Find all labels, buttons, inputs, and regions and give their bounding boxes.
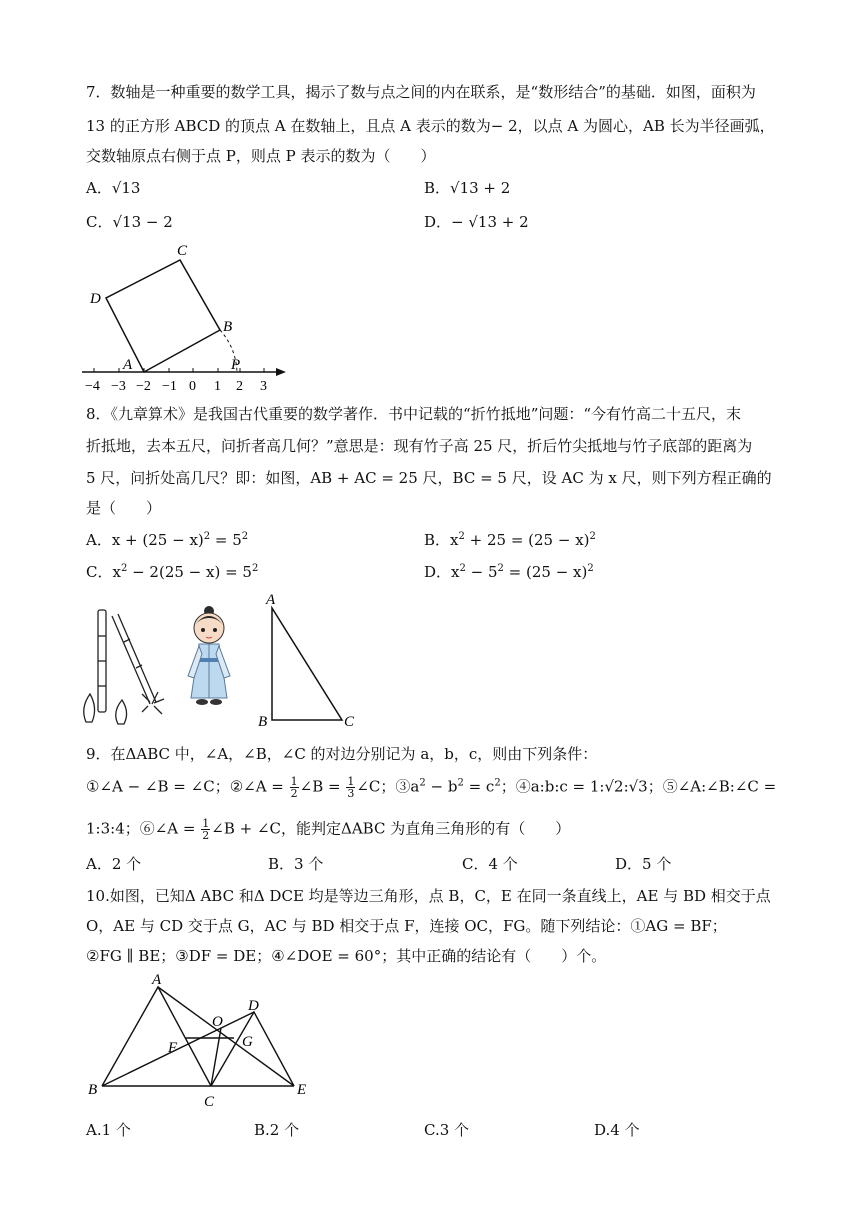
q8-triangle-figure <box>250 588 370 734</box>
q7-option-b: B．√13 + 2 <box>424 179 511 197</box>
q9-text-line1: 9．在ΔABC 中，∠A，∠B，∠C 的对边分别记为 a，b，c，则由下列条件： <box>86 745 598 763</box>
q7-option-d: D．− √13 + 2 <box>424 213 529 231</box>
q7-text-line1: 7．数轴是一种重要的数学工具，揭示了数与点之间的内在联系，是“数形结合”的基础．如图，面积为 <box>86 83 756 101</box>
q10-option-c: C.3 个 <box>424 1121 470 1139</box>
tick-label: −1 <box>162 379 177 394</box>
label-a: A <box>152 972 162 988</box>
label-c: C <box>204 1094 215 1110</box>
q7-text-line3: 交数轴原点右侧于点 P，则点 P 表示的数为（ ） <box>86 147 436 165</box>
label-a: A <box>123 357 133 373</box>
tick-label: 2 <box>236 379 243 394</box>
q8-option-c: C．$x^2 - 2(25 - x) = 5^2$ <box>86 563 259 581</box>
square-abcd <box>106 260 220 372</box>
q8-text-line4: 是（ ） <box>86 499 162 517</box>
tick-label: −4 <box>85 379 100 394</box>
label-a: A <box>266 592 276 608</box>
child-cartoon-illustration <box>180 606 238 710</box>
tick-label: 1 <box>214 379 221 394</box>
label-b: B <box>88 1082 98 1098</box>
q9-option-b: B．3 个 <box>268 855 324 873</box>
q8-text-line3: 5 尺，问折处高几尺？即：如图，AB + AC = 25 尺，BC = 5 尺，设 AC 为 x 尺，则下列方程正确的 <box>86 469 772 487</box>
label-c: C <box>344 714 355 730</box>
q8-text-line1: 8．《九章算术》是我国古代重要的数学著作．书中记载的“折竹抵地”问题：“今有竹高二十五尺，末 <box>86 405 742 423</box>
q10-option-a: A.1 个 <box>86 1121 131 1139</box>
q7-option-c: C．√13 − 2 <box>86 213 173 231</box>
q7-option-a: A．√13 <box>86 179 141 197</box>
q9-text-line3: 1:3:4；⑥∠A = $\frac{1}{2}$ ∠B + ∠C，能判定ΔABC 为直角三角形的有（ ） <box>86 817 571 842</box>
tick-label: 0 <box>189 379 196 394</box>
fraction-one-third: $\frac{1}{3}$ <box>347 775 355 800</box>
label-p: P <box>231 357 241 373</box>
label-c: C <box>177 243 188 259</box>
q8-option-a: A．$x + (25 - x)^2 = 5^2$ <box>86 531 249 549</box>
fraction-one-half: $\frac{1}{2}$ <box>290 775 298 800</box>
q10-option-d: D.4 个 <box>594 1121 640 1139</box>
fraction-one-half: $\frac{1}{2}$ <box>202 817 210 842</box>
q9-option-a: A．2 个 <box>86 855 142 873</box>
q9-option-c: C．4 个 <box>462 855 518 873</box>
q9-option-d: D．5 个 <box>615 855 672 873</box>
q10-text-line1: 10.如图，已知Δ ABC 和Δ DCE 均是等边三角形，点 B，C，E 在同一条直线上，AE 与 BD 相交于点 <box>86 887 771 905</box>
q9-text-line2: ①∠A − ∠B = ∠C；②∠A = $\frac{1}{2}$ ∠B = $\frac{1}{3}$ ∠C；$③a^2 - b^2 = c^2$；④a:b:c = 1:√2:√3；⑤∠A:∠B:∠C = <box>86 775 777 800</box>
q7-text-line2: 13 的正方形 ABCD 的顶点 A 在数轴上，且点 A 表示的数为− 2，以点 A 为圆心，AB 长为半径画弧， <box>86 117 775 135</box>
label-b: B <box>258 714 268 730</box>
q10-triangles-figure <box>84 972 324 1114</box>
label-d: D <box>248 998 259 1014</box>
label-f: F <box>168 1040 178 1056</box>
tick-label: −3 <box>111 379 126 394</box>
label-e: E <box>297 1082 307 1098</box>
bamboo-illustration <box>78 606 178 730</box>
label-o: O <box>212 1014 223 1030</box>
axis-arrow-icon <box>276 368 286 376</box>
triangle-abc <box>272 608 342 720</box>
tick-label: 3 <box>260 379 267 394</box>
q10-text-line3: ②FG ∥ BE；③DF = DE；④∠DOE = 60°；其中正确的结论有（ ）个。 <box>86 947 607 965</box>
q8-option-d: D．$x^2 - 5^2 = (25 - x)^2$ <box>424 563 594 581</box>
q10-option-b: B.2 个 <box>254 1121 300 1139</box>
label-b: B <box>223 319 233 335</box>
tick-label: −2 <box>136 379 151 394</box>
label-d: D <box>90 291 101 307</box>
q10-text-line2: O，AE 与 CD 交于点 G，AC 与 BD 相交于点 F，连接 OC，FG。随下列结论：①AG = BF； <box>86 917 727 935</box>
label-g: G <box>242 1034 253 1050</box>
q7-number-line-figure <box>80 240 295 400</box>
q8-option-b: B．$x^2 + 25 = (25 - x)^2$ <box>424 531 596 549</box>
q8-text-line2: 折抵地，去本五尺，问折者高几何？”意思是：现有竹子高 25 尺，折后竹尖抵地与竹子底部的距离为 <box>86 437 753 455</box>
